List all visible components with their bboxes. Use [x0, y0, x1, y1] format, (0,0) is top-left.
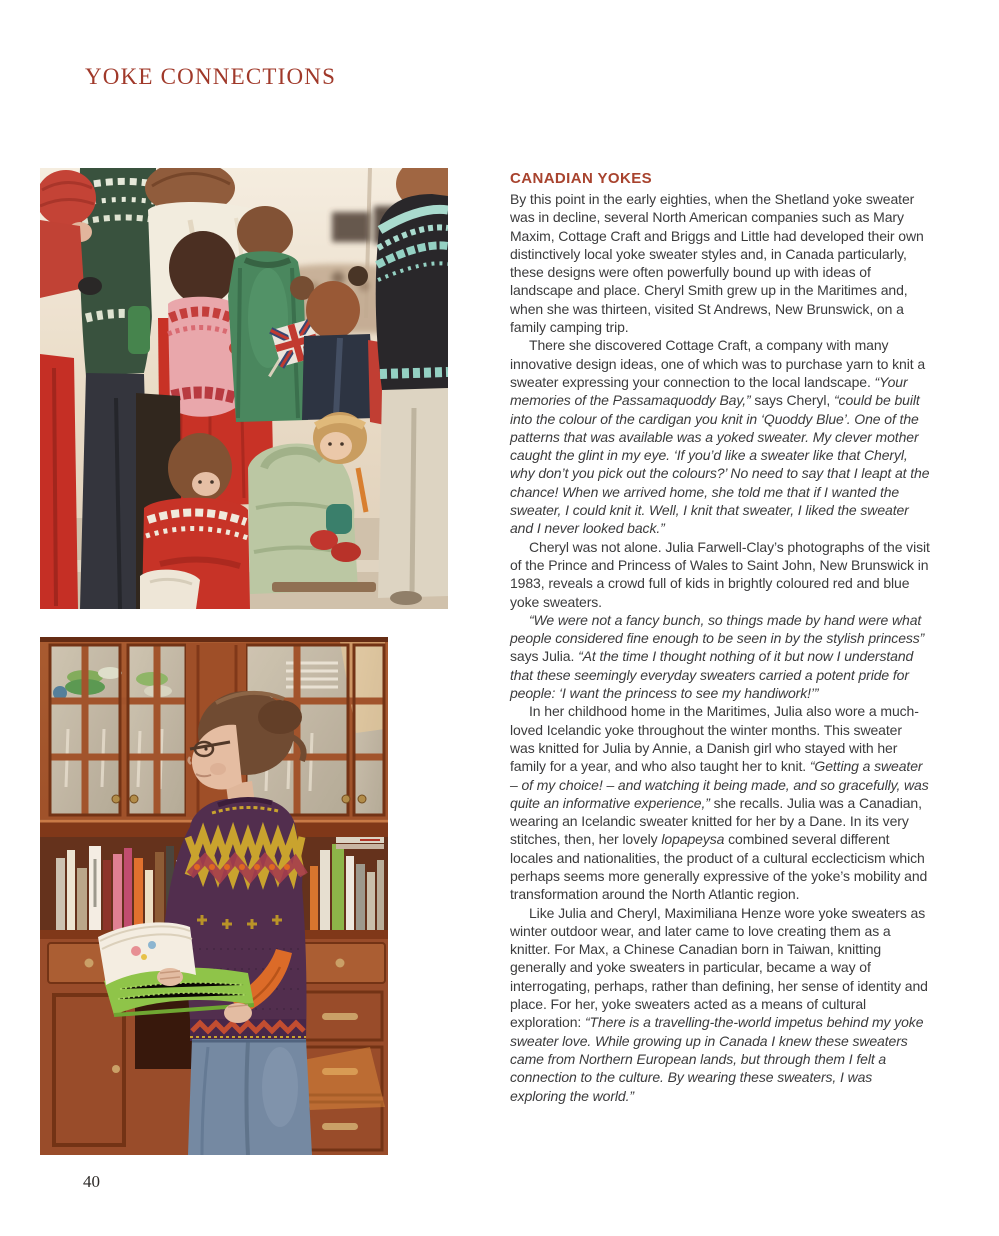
section-heading: CANADIAN YOKES	[510, 170, 653, 187]
paragraph: In her childhood home in the Maritimes, Julia also wore a much-loved Icelandic yoke throughout the winter months. This sweater was knitted for Julia by Annie, a Danish girl who stayed with her family for a year, and who also taught her to knit. “Getting a sweater – of my choice! – and watching it being made, and so gracefully, was quite an informative experience,” she recalls. Julia was a Canadian, wearing an Icelandic sweater knitted for her by a Dane. In its very stitches, then, her lovely lopapeysa combined several different locales and nationalities, the product of a cultural ecclecticism which perhaps seems more generally expressive of the yoke’s mobility and transformation around the North Atlantic region.	[510, 703, 929, 903]
paragraph: There she discovered Cottage Craft, a company with many innovative design ideas, one of which was to purchase yarn to knit a sweater expressing your connection to the local landscape. “Your memories of the Passamaquoddy Bay,” says Cheryl, “could be built into the colour of the cardigan you knit in ‘Quoddy Blue’. One of the patterns that was available was a yoked sweater. My clever mother caught the glint in my eye. ‘If you’d like a sweater like that Cheryl, why don’t you pick out the colours?’ No need to say that I leapt at the chance! When we arrived home, she told me that if I wanted the sweater, I could knit it. Well, I knit that sweater, I liked the sweater and I never looked back.”	[510, 337, 930, 537]
photo-julia-reading	[40, 637, 388, 1155]
paragraph: Cheryl was not alone. Julia Farwell-Clay’s photographs of the visit of the Prince and Princess of Wales to Saint John, New Brunswick in 1983, reveals a crowd full of kids in brightly coloured red and blue yoke sweaters.	[510, 538, 930, 610]
reading-illustration	[40, 637, 388, 1155]
crowd-illustration	[40, 168, 448, 609]
paragraph: By this point in the early eighties, when the Shetland yoke sweater was in decline, several North American companies such as Mary Maxim, Cottage Craft and Briggs and Little had developed their own distinctively local yoke sweater styles and, in Canada particularly, these designs were often powerfully bound up with ideas of landscape and place. Cheryl Smith grew up in the Maritimes and, when she was thirteen, visited St Andrews, New Brunswick, on a family camping trip.	[510, 191, 924, 336]
article-body	[510, 190, 930, 1105]
page-title: YOKE CONNECTIONS	[85, 64, 337, 89]
article-column	[510, 170, 930, 1105]
paragraph: “We were not a fancy bunch, so things made by hand were what people considered fine enough to be seen in by the stylish princess” says Julia. “At the time I thought nothing of it but now I understand that these seemingly everyday sweaters carried a potent pride for people: ‘I want the princess to see my handiwork!’”	[510, 611, 925, 702]
photo-crowd-1983	[40, 168, 448, 609]
paragraph: Like Julia and Cheryl, Maximiliana Henze wore yoke sweaters as winter outdoor wear, and later came to love creating them as a knitter. For Max, a Chinese Canadian born in Taiwan, knitting generally and yoke sweaters in particular, became a way of interrogating, perhaps, rather than defining, her sense of identity and place. For her, yoke sweaters acted as a means of cultural exploration: “There is a travelling-the-world impetus behind my yoke sweater love. While growing up in Canada I knew these sweaters came from Northern European lands, but through them I felt a connection to the culture. By wearing these sweaters, I was exploring the world.”	[510, 904, 928, 1104]
page-number: 40	[83, 1172, 100, 1191]
